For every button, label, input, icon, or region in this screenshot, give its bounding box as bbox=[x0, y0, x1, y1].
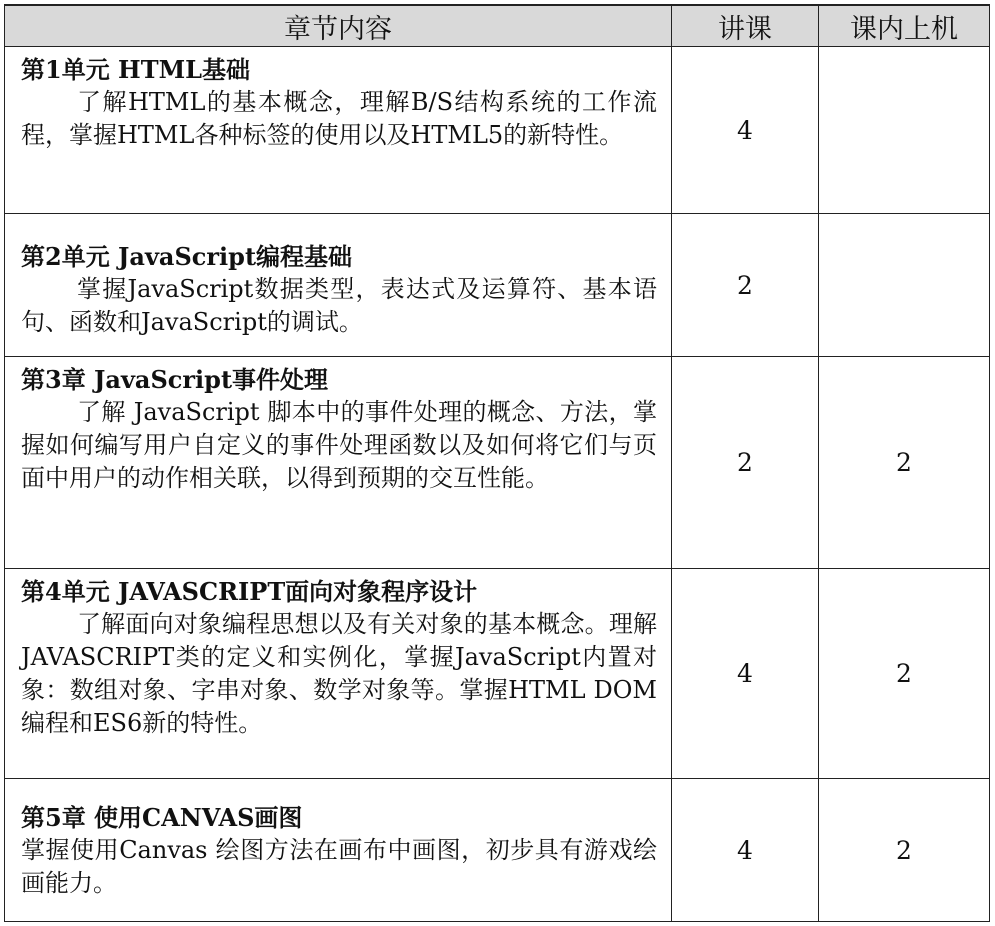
unit-description: 掌握JavaScript数据类型，表达式及运算符、基本语句、函数和JavaScript的调试。 bbox=[21, 275, 657, 336]
lab-hours: 2 bbox=[819, 569, 990, 779]
lecture-hours: 4 bbox=[672, 779, 819, 922]
lecture-hours: 4 bbox=[672, 569, 819, 779]
unit-title: 第1单元 HTML基础 bbox=[21, 55, 251, 84]
unit-cell bbox=[5, 779, 672, 922]
unit-description: 了解HTML的基本概念，理解B/S结构系统的工作流程，掌握HTML各种标签的使用以及HTML5的新特性。 bbox=[21, 88, 657, 149]
table-row bbox=[5, 779, 990, 922]
unit-description: 了解 JavaScript 脚本中的事件处理的概念、方法，掌握如何编写用户自定义的事件处理函数以及如何将它们与页面中用户的动作相关联，以得到预期的交互性能。 bbox=[21, 398, 657, 492]
unit-title: 第5章 使用CANVAS画图 bbox=[21, 803, 303, 832]
lab-hours: 2 bbox=[819, 357, 990, 569]
syllabus-table bbox=[4, 4, 990, 922]
lab-hours bbox=[819, 214, 990, 357]
lab-hours: 2 bbox=[819, 779, 990, 922]
table-row bbox=[5, 357, 990, 569]
table-row bbox=[5, 214, 990, 357]
unit-description: 了解面向对象编程思想以及有关对象的基本概念。理解JAVASCRIPT类的定义和实例化，掌握JavaScript内置对象：数组对象、字串对象、数学对象等。掌握HTML DOM编程和ES6新的特性。 bbox=[21, 610, 657, 737]
unit-cell bbox=[5, 214, 672, 357]
table-row bbox=[5, 47, 990, 214]
lecture-hours: 2 bbox=[672, 357, 819, 569]
unit-title: 第2单元 JavaScript编程基础 bbox=[21, 242, 353, 271]
unit-title: 第4单元 JAVASCRIPT面向对象程序设计 bbox=[21, 577, 478, 606]
unit-description: 掌握使用Canvas 绘图方法在画布中画图，初步具有游戏绘画能力。 bbox=[21, 836, 657, 897]
lab-hours bbox=[819, 47, 990, 214]
table-row bbox=[5, 569, 990, 779]
header-lecture: 讲课 bbox=[672, 5, 819, 47]
table-header-row bbox=[5, 5, 990, 47]
unit-cell bbox=[5, 47, 672, 214]
header-lab: 课内上机 bbox=[819, 5, 990, 47]
lecture-hours: 4 bbox=[672, 47, 819, 214]
unit-cell bbox=[5, 357, 672, 569]
lecture-hours: 2 bbox=[672, 214, 819, 357]
unit-cell bbox=[5, 569, 672, 779]
unit-title: 第3章 JavaScript事件处理 bbox=[21, 365, 329, 394]
header-content: 章节内容 bbox=[5, 5, 672, 47]
